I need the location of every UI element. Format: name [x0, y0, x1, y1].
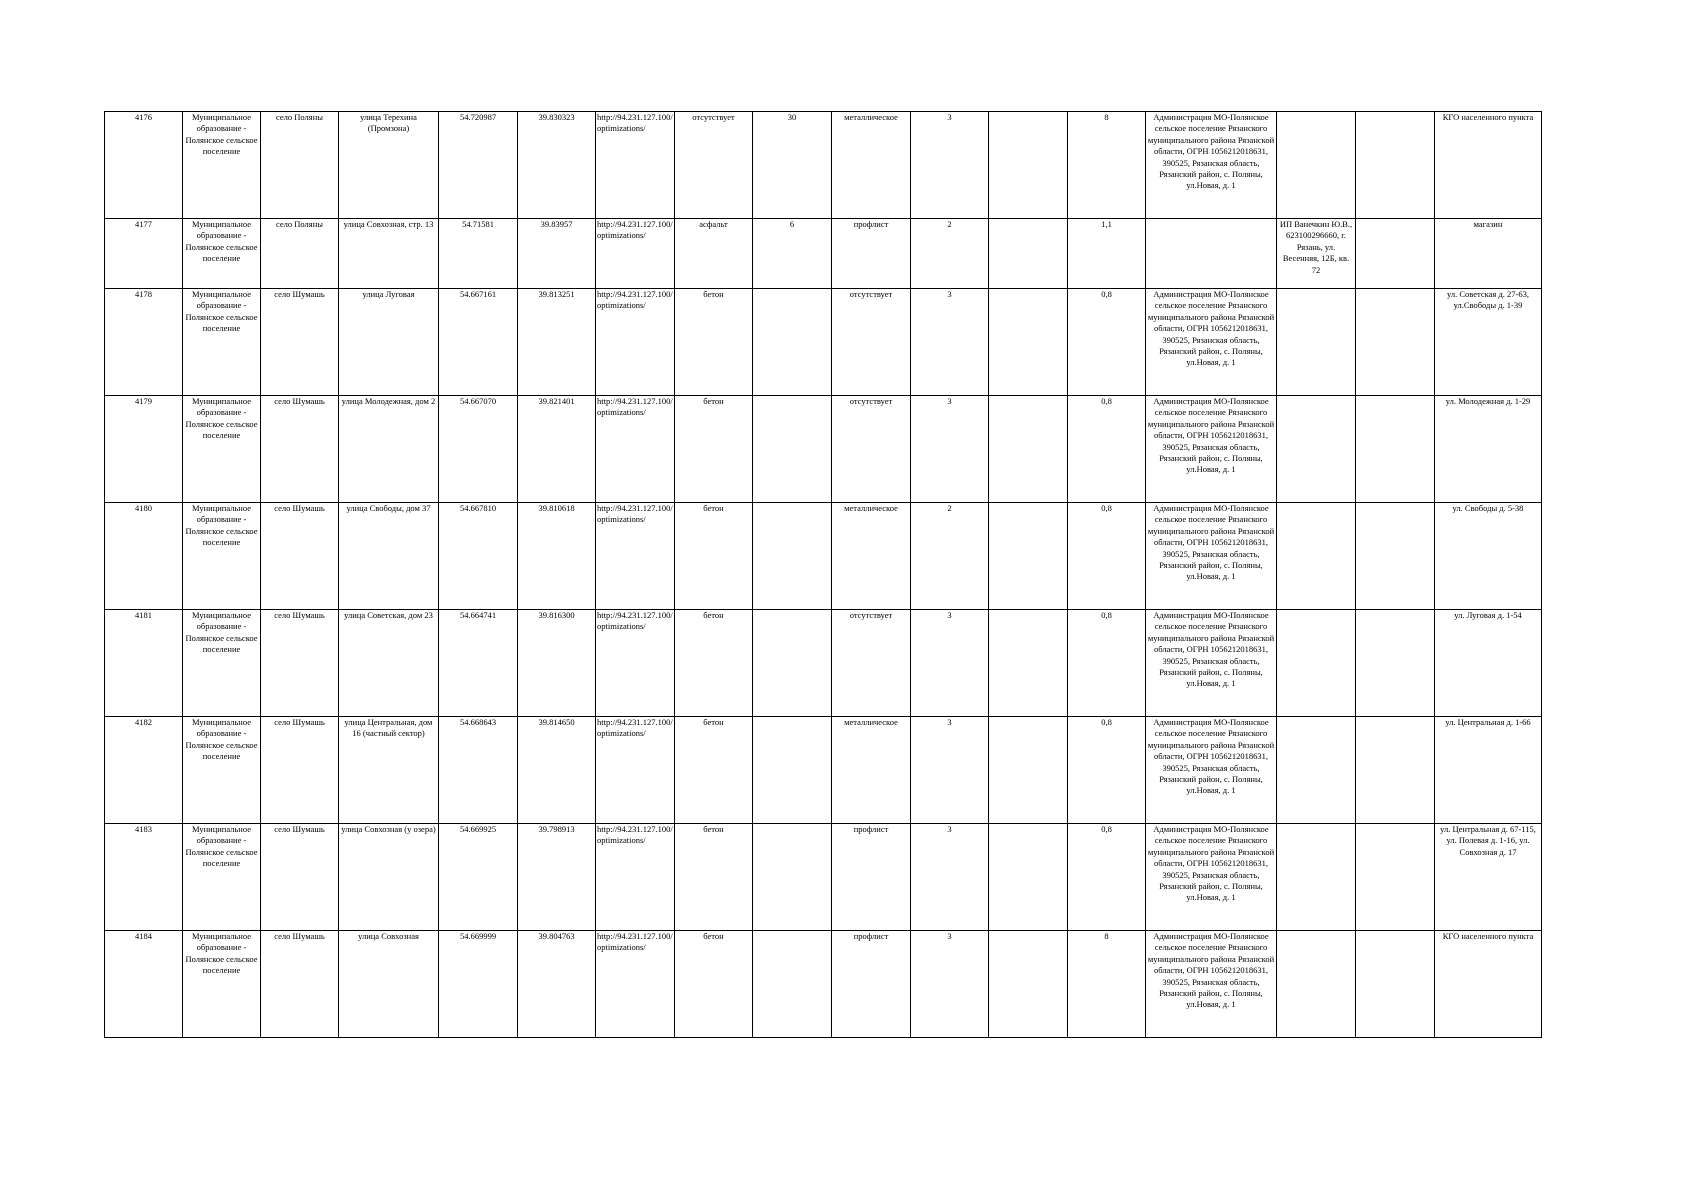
- cell-surface: бетон: [675, 931, 753, 1038]
- cell-owner-other: [1277, 289, 1356, 396]
- cell-waste-source: ул. Центральная д. 67-115, ул. Полевая д. 1-16, ул. Совхозная д. 17: [1435, 824, 1542, 931]
- cell-area: [753, 289, 832, 396]
- cell-container-count: 3: [911, 610, 989, 717]
- cell-owner-municipal: Администрация МО-Полянское сельское поселение Рязанского муниципального района Рязанской области, ОГРН 1056212018631, 390525, Рязанская область, Рязанский район, с. Поляны, ул.Новая, д. 1: [1146, 396, 1277, 503]
- cell-owner-municipal: Администрация МО-Полянское сельское поселение Рязанского муниципального района Рязанской области, ОГРН 1056212018631, 390525, Рязанская область, Рязанский район, с. Поляны, ул.Новая, д. 1: [1146, 824, 1277, 931]
- cell-owner-other: [1277, 931, 1356, 1038]
- cell-municipality: Муниципальное образование - Полянское сельское поселение: [183, 610, 261, 717]
- cell-empty: [989, 717, 1068, 824]
- cell-id: 4181: [105, 610, 183, 717]
- cell-settlement: село Шумашь: [261, 289, 339, 396]
- cell-settlement: село Шумашь: [261, 396, 339, 503]
- cell-fence: металлическое: [832, 112, 911, 219]
- cell-empty: [989, 112, 1068, 219]
- cell-longitude: 39.830323: [518, 112, 596, 219]
- cell-area: [753, 824, 832, 931]
- cell-id: 4182: [105, 717, 183, 824]
- cell-area: [753, 396, 832, 503]
- cell-fence: металлическое: [832, 503, 911, 610]
- cell-empty-2: [1356, 289, 1435, 396]
- cell-address: улица Совхозная: [339, 931, 439, 1038]
- cell-empty: [989, 289, 1068, 396]
- cell-map-link: http://94.231.127.100/optimizations/: [596, 219, 675, 289]
- cell-municipality: Муниципальное образование - Полянское сельское поселение: [183, 503, 261, 610]
- cell-address: улица Терехина (Промзона): [339, 112, 439, 219]
- cell-address: улица Луговая: [339, 289, 439, 396]
- cell-fence: отсутствует: [832, 289, 911, 396]
- table-row: [105, 717, 1542, 824]
- cell-owner-other: [1277, 717, 1356, 824]
- cell-empty: [989, 503, 1068, 610]
- cell-longitude: 39.814650: [518, 717, 596, 824]
- table-row: [105, 219, 1542, 289]
- cell-area: [753, 717, 832, 824]
- cell-empty-2: [1356, 503, 1435, 610]
- cell-municipality: Муниципальное образование - Полянское сельское поселение: [183, 396, 261, 503]
- cell-surface: бетон: [675, 610, 753, 717]
- cell-map-link: http://94.231.127.100/optimizations/: [596, 824, 675, 931]
- cell-container-volume: 0,8: [1068, 610, 1146, 717]
- cell-address: улица Советская, дом 23: [339, 610, 439, 717]
- cell-surface: бетон: [675, 289, 753, 396]
- cell-longitude: 39.83957: [518, 219, 596, 289]
- cell-fence: профлист: [832, 824, 911, 931]
- cell-empty-2: [1356, 931, 1435, 1038]
- cell-owner-municipal: Администрация МО-Полянское сельское поселение Рязанского муниципального района Рязанской области, ОГРН 1056212018631, 390525, Рязанская область, Рязанский район, с. Поляны, ул.Новая, д. 1: [1146, 503, 1277, 610]
- cell-longitude: 39.810618: [518, 503, 596, 610]
- cell-empty-2: [1356, 610, 1435, 717]
- table-row: [105, 931, 1542, 1038]
- cell-area: 6: [753, 219, 832, 289]
- cell-address: улица Свободы, дом 37: [339, 503, 439, 610]
- cell-container-volume: 8: [1068, 931, 1146, 1038]
- cell-municipality: Муниципальное образование - Полянское сельское поселение: [183, 112, 261, 219]
- cell-address: улица Совхозная (у озера): [339, 824, 439, 931]
- cell-map-link: http://94.231.127.100/optimizations/: [596, 289, 675, 396]
- cell-empty-2: [1356, 396, 1435, 503]
- cell-surface: бетон: [675, 396, 753, 503]
- cell-latitude: 54.720987: [439, 112, 518, 219]
- cell-owner-municipal: Администрация МО-Полянское сельское поселение Рязанского муниципального района Рязанской области, ОГРН 1056212018631, 390525, Рязанская область, Рязанский район, с. Поляны, ул.Новая, д. 1: [1146, 931, 1277, 1038]
- cell-fence: металлическое: [832, 717, 911, 824]
- cell-map-link: http://94.231.127.100/optimizations/: [596, 931, 675, 1038]
- cell-empty-2: [1356, 219, 1435, 289]
- cell-empty: [989, 610, 1068, 717]
- cell-waste-source: КГО населенного пункта: [1435, 931, 1542, 1038]
- cell-longitude: 39.816300: [518, 610, 596, 717]
- cell-settlement: село Шумашь: [261, 824, 339, 931]
- cell-latitude: 54.71581: [439, 219, 518, 289]
- waste-site-registry-table: [104, 111, 1542, 1038]
- cell-map-link: http://94.231.127.100/optimizations/: [596, 503, 675, 610]
- table-row: [105, 289, 1542, 396]
- cell-waste-source: ул. Советская д. 27-63, ул.Свободы д. 1-39: [1435, 289, 1542, 396]
- cell-empty: [989, 824, 1068, 931]
- cell-settlement: село Шумашь: [261, 931, 339, 1038]
- cell-owner-municipal: Администрация МО-Полянское сельское поселение Рязанского муниципального района Рязанской области, ОГРН 1056212018631, 390525, Рязанская область, Рязанский район, с. Поляны, ул.Новая, д. 1: [1146, 112, 1277, 219]
- cell-id: 4179: [105, 396, 183, 503]
- cell-area: [753, 503, 832, 610]
- cell-owner-other: [1277, 824, 1356, 931]
- cell-area: [753, 931, 832, 1038]
- cell-empty: [989, 931, 1068, 1038]
- cell-waste-source: ул. Луговая д. 1-54: [1435, 610, 1542, 717]
- cell-empty: [989, 219, 1068, 289]
- cell-latitude: 54.667070: [439, 396, 518, 503]
- table-row: [105, 610, 1542, 717]
- cell-waste-source: ул. Молодежная д. 1-29: [1435, 396, 1542, 503]
- cell-settlement: село Шумашь: [261, 610, 339, 717]
- cell-map-link: http://94.231.127.100/optimizations/: [596, 396, 675, 503]
- cell-container-volume: 0,8: [1068, 289, 1146, 396]
- cell-container-count: 3: [911, 396, 989, 503]
- cell-owner-municipal: Администрация МО-Полянское сельское поселение Рязанского муниципального района Рязанской области, ОГРН 1056212018631, 390525, Рязанская область, Рязанский район, с. Поляны, ул.Новая, д. 1: [1146, 610, 1277, 717]
- cell-container-count: 3: [911, 931, 989, 1038]
- cell-surface: отсутствует: [675, 112, 753, 219]
- cell-latitude: 54.669999: [439, 931, 518, 1038]
- cell-container-volume: 1,1: [1068, 219, 1146, 289]
- cell-waste-source: ул. Центральная д. 1-66: [1435, 717, 1542, 824]
- cell-latitude: 54.669925: [439, 824, 518, 931]
- cell-surface: бетон: [675, 717, 753, 824]
- cell-longitude: 39.804763: [518, 931, 596, 1038]
- cell-latitude: 54.668643: [439, 717, 518, 824]
- cell-id: 4183: [105, 824, 183, 931]
- cell-settlement: село Поляны: [261, 112, 339, 219]
- cell-municipality: Муниципальное образование - Полянское сельское поселение: [183, 717, 261, 824]
- table-body: [105, 112, 1542, 1038]
- cell-latitude: 54.667810: [439, 503, 518, 610]
- cell-container-count: 3: [911, 824, 989, 931]
- table-row: [105, 112, 1542, 219]
- cell-empty-2: [1356, 717, 1435, 824]
- cell-address: улица Совхозная, стр. 13: [339, 219, 439, 289]
- cell-municipality: Муниципальное образование - Полянское сельское поселение: [183, 824, 261, 931]
- cell-settlement: село Поляны: [261, 219, 339, 289]
- cell-municipality: Муниципальное образование - Полянское сельское поселение: [183, 289, 261, 396]
- cell-container-count: 3: [911, 289, 989, 396]
- cell-latitude: 54.667161: [439, 289, 518, 396]
- table-row: [105, 396, 1542, 503]
- cell-container-volume: 0,8: [1068, 503, 1146, 610]
- cell-id: 4177: [105, 219, 183, 289]
- cell-surface: бетон: [675, 503, 753, 610]
- cell-container-count: 2: [911, 219, 989, 289]
- cell-container-volume: 0,8: [1068, 824, 1146, 931]
- cell-owner-other: [1277, 396, 1356, 503]
- cell-container-count: 3: [911, 112, 989, 219]
- cell-owner-municipal: Администрация МО-Полянское сельское поселение Рязанского муниципального района Рязанской области, ОГРН 1056212018631, 390525, Рязанская область, Рязанский район, с. Поляны, ул.Новая, д. 1: [1146, 289, 1277, 396]
- cell-owner-other: [1277, 503, 1356, 610]
- cell-fence: профлист: [832, 219, 911, 289]
- cell-surface: бетон: [675, 824, 753, 931]
- cell-id: 4176: [105, 112, 183, 219]
- registry-sheet: [104, 111, 1542, 1038]
- cell-container-volume: 8: [1068, 112, 1146, 219]
- cell-owner-other: ИП Ванечкин Ю.В., 623100296660, г. Рязань, ул. Весенняя, 12Б, кв. 72: [1277, 219, 1356, 289]
- cell-container-volume: 0,8: [1068, 396, 1146, 503]
- cell-longitude: 39.813251: [518, 289, 596, 396]
- cell-owner-municipal: Администрация МО-Полянское сельское поселение Рязанского муниципального района Рязанской области, ОГРН 1056212018631, 390525, Рязанская область, Рязанский район, с. Поляны, ул.Новая, д. 1: [1146, 717, 1277, 824]
- cell-area: [753, 610, 832, 717]
- cell-waste-source: магазин: [1435, 219, 1542, 289]
- cell-empty-2: [1356, 824, 1435, 931]
- cell-fence: профлист: [832, 931, 911, 1038]
- cell-waste-source: КГО населенного пункта: [1435, 112, 1542, 219]
- cell-container-count: 2: [911, 503, 989, 610]
- cell-fence: отсутствует: [832, 396, 911, 503]
- cell-map-link: http://94.231.127.100/optimizations/: [596, 112, 675, 219]
- cell-owner-other: [1277, 610, 1356, 717]
- cell-municipality: Муниципальное образование - Полянское сельское поселение: [183, 931, 261, 1038]
- cell-surface: асфальт: [675, 219, 753, 289]
- cell-map-link: http://94.231.127.100/optimizations/: [596, 610, 675, 717]
- cell-empty: [989, 396, 1068, 503]
- cell-settlement: село Шумашь: [261, 717, 339, 824]
- cell-address: улица Центральная, дом 16 (частный сектор): [339, 717, 439, 824]
- cell-area: 30: [753, 112, 832, 219]
- cell-owner-other: [1277, 112, 1356, 219]
- cell-address: улица Молодежная, дом 2: [339, 396, 439, 503]
- cell-longitude: 39.798913: [518, 824, 596, 931]
- table-row: [105, 503, 1542, 610]
- cell-waste-source: ул. Свободы д. 5-38: [1435, 503, 1542, 610]
- cell-container-count: 3: [911, 717, 989, 824]
- cell-id: 4180: [105, 503, 183, 610]
- cell-id: 4184: [105, 931, 183, 1038]
- cell-longitude: 39.821401: [518, 396, 596, 503]
- cell-empty-2: [1356, 112, 1435, 219]
- cell-fence: отсутствует: [832, 610, 911, 717]
- cell-municipality: Муниципальное образование - Полянское сельское поселение: [183, 219, 261, 289]
- cell-map-link: http://94.231.127.100/optimizations/: [596, 717, 675, 824]
- cell-latitude: 54.664741: [439, 610, 518, 717]
- cell-owner-municipal: [1146, 219, 1277, 289]
- cell-settlement: село Шумашь: [261, 503, 339, 610]
- table-row: [105, 824, 1542, 931]
- cell-container-volume: 0,8: [1068, 717, 1146, 824]
- cell-id: 4178: [105, 289, 183, 396]
